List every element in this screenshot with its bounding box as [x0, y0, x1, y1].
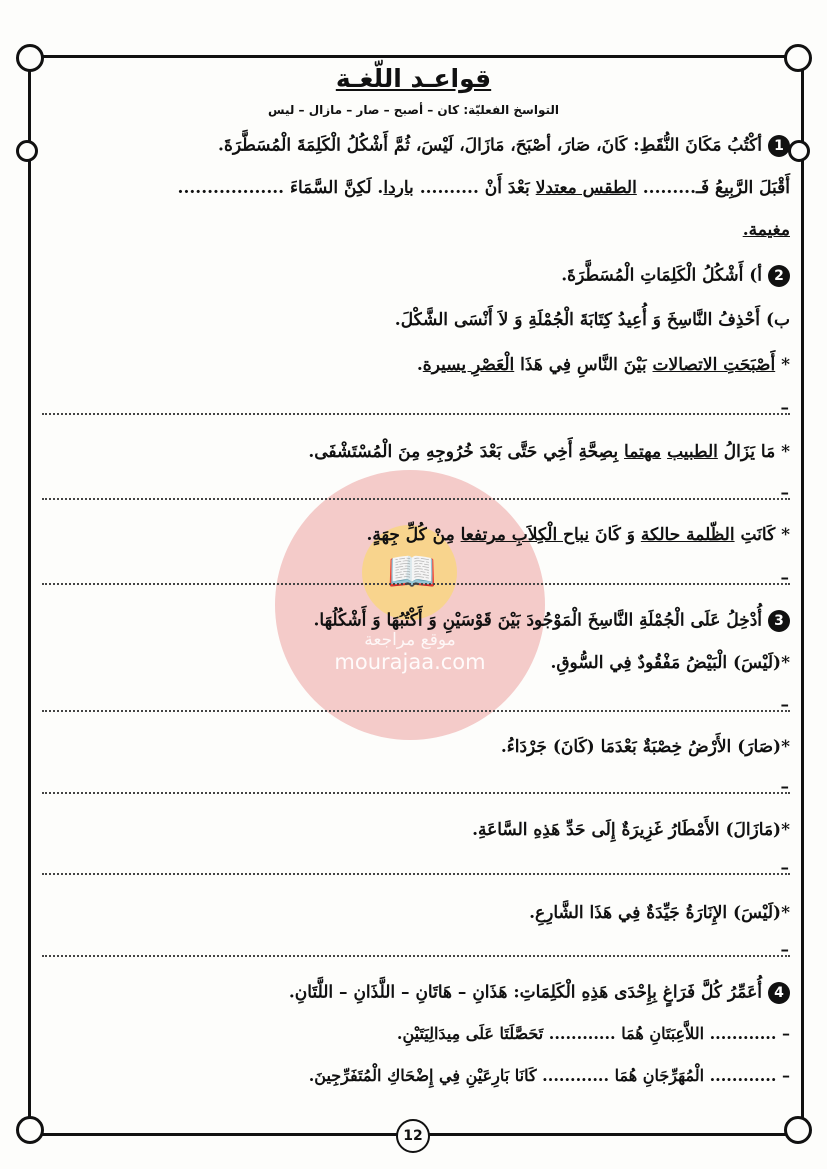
q2-s2-prefix: * مَا يَزَالُ — [717, 442, 790, 462]
q4-instruction: أُعَمِّرُ كُلَّ فَرَاغٍ بِإِحْدَى هَذِهِ الْكَلِمَاتِ: هَذَانِ – هَاتَانِ – اللَّذَانِ – اللَّتَانِ. — [288, 982, 762, 1003]
q2-sentence-3 — [40, 525, 790, 545]
q1-underlined-3: مغيمة. — [742, 220, 790, 240]
q3-s4: *(لَيْسَ) الإِنَارَةُ جَيِّدَةٌ فِي هَذَا الشَّارِعِ. — [529, 903, 790, 923]
q1-part3: . لَكِنَّ السَّمَاءَ .................. — [177, 178, 384, 198]
side-ornament-right — [788, 140, 810, 162]
answer-dash-q3-1: – — [780, 695, 789, 715]
q2-s2-end: بِصِحَّةِ أَخِي حَتَّى بَعْدَ خُرُوجِهِ مِنَ الْمُسْتَشْفَى. — [308, 442, 625, 462]
page-number: 12 — [396, 1119, 430, 1153]
q2-sentence-2 — [40, 442, 790, 462]
answer-line-q3-3[interactable] — [42, 873, 790, 875]
q1-underlined-2: باردا — [383, 178, 414, 198]
q3-sentence-2 — [40, 737, 790, 757]
q3-number-badge: 3 — [768, 610, 790, 632]
page-subtitle: التواسخ الفعليّة: كان – أصبح – صار – مازال – ليس — [267, 103, 559, 117]
side-ornament-left — [16, 140, 38, 162]
answer-dash-q2-3: – — [780, 568, 789, 588]
answer-dash-q3-3: – — [780, 858, 789, 878]
q2-part-b: ب) أَحْذِفُ النَّاسِخَ وَ أُعِيدُ كِتَابَةَ الْجُمْلَةِ وَ لاَ أَنْسَى الشَّكْلَ. — [394, 310, 790, 330]
q2-part-a: أ) أَشْكُلُ الْكَلِمَاتِ الْمُسَطَّرَةَ. — [561, 265, 762, 286]
q4-s2: – ............ الْمُهَرِّجَانِ هُمَا ............ كَانَا بَارِعَيْنِ فِي إِضْحَاكِ الْمُتَفَرِّجِينَ. — [308, 1066, 790, 1085]
q3-sentence-4 — [40, 903, 790, 923]
q1-part2: بَعْدَ أَنْ .......... — [419, 178, 530, 198]
q1-part1: أَقْبَلَ الرَّبِيعُ فَـ......... — [642, 178, 790, 198]
q1-underlined-1: الطقس معتدلا — [535, 178, 637, 198]
watermark-logo — [275, 470, 545, 740]
answer-dash-q3-2: – — [780, 777, 789, 797]
q1-sentence-line-2 — [40, 220, 790, 240]
q3-s2: *(صَارَ) الأَرْضُ خِصْبَةٌ بَعْدَمَا (كَانَ) جَرْدَاءُ. — [500, 737, 790, 757]
q2-s1-underlined-1: أَصْبَحَتِ الاتصالات — [652, 355, 776, 375]
q1-number-badge: 1 — [768, 135, 790, 157]
q2-s1-prefix: * — [775, 355, 790, 375]
answer-dash-q2-1: – — [780, 398, 789, 418]
q2-s1-underlined-2: الْعَصْرِ يسيرة — [422, 355, 515, 375]
q2-sentence-1 — [40, 355, 790, 375]
q2-s3-underlined-2: نباح الْكِلاَبِ مرتفعا — [460, 525, 590, 545]
q3-s3: *(مَازَالَ) الأَمْطَارُ غَزِيرَةٌ إِلَى حَدِّ هَذِهِ السَّاعَةِ. — [472, 820, 790, 840]
q3-sentence-3 — [40, 820, 790, 840]
q3-instruction: أُدْخِلُ عَلَى الْجُمْلَةِ النَّاسِخَ الْمَوْجُودَ بَيْنَ قَوْسَيْنِ وَ أَكْتُبُهَا وَ أَشْكُلُهَا. — [313, 610, 762, 631]
q2-s3-prefix: * كَانَتِ — [734, 525, 790, 545]
answer-line-q3-4[interactable] — [42, 955, 790, 957]
q2-number-badge: 2 — [768, 265, 790, 287]
q2-part-b-line — [40, 310, 790, 330]
corner-ornament-bottom-left — [16, 1116, 44, 1144]
q4-instruction-line — [40, 982, 790, 1004]
answer-line-q2-3[interactable] — [42, 583, 790, 585]
q4-sentence-2 — [40, 1066, 790, 1085]
answer-line-q2-2[interactable] — [42, 498, 790, 500]
watermark-site-text: mourajaa.com — [334, 650, 486, 674]
q4-s1: – ............ اللاَّعِبَتَانِ هُمَا ............ تَحَصَّلَتَا عَلَى مِيدَالِيَتَيْنِ. — [396, 1024, 790, 1043]
page-title: قواعـد اللّغـة — [335, 64, 492, 93]
q4-number-badge: 4 — [768, 982, 790, 1004]
q2-s2-underlined-1: الطبيب — [667, 442, 718, 462]
q2-s2-underlined-2: مهتما — [624, 442, 662, 462]
q2-s1-end: . — [416, 355, 423, 375]
q2-s1-mid: بَيْنَ النَّاسِ فِي هَذَا — [514, 355, 653, 375]
q3-instruction-line — [40, 610, 790, 632]
q1-instruction-line — [40, 135, 790, 157]
q4-sentence-1 — [40, 1024, 790, 1043]
q3-s1: *(لَيْسَ) الْبَيْضُ مَفْقُودٌ فِي السُّوقِ. — [550, 653, 790, 673]
q1-sentence-line — [40, 178, 790, 198]
book-icon: 📖 — [387, 549, 437, 595]
answer-dash-q3-4: – — [780, 940, 789, 960]
q2-part-a-line — [40, 265, 790, 287]
answer-line-q2-1[interactable] — [42, 413, 790, 415]
answer-dash-q2-2: – — [780, 483, 789, 503]
q2-s3-underlined-1: الظّلمة حالكة — [640, 525, 735, 545]
answer-line-q3-2[interactable] — [42, 792, 790, 794]
q1-instruction: أكْتُبُ مَكَانَ النُّقَطِ: كَانَ، صَارَ، أصْبَحَ، مَازَالَ، لَيْسَ، ثُمَّ أَشْكُلُ الْكَلِمَةَ الْمُسَطَّرَةَ. — [218, 135, 762, 156]
q3-sentence-1 — [40, 653, 790, 673]
q2-s3-mid: وَ كَانَ — [589, 525, 641, 545]
watermark-arabic-text: موقع مراجعة — [364, 630, 456, 650]
q2-s3-end: مِنْ كُلِّ جِهَةٍ. — [366, 525, 461, 545]
corner-ornament-bottom-right — [784, 1116, 812, 1144]
answer-line-q3-1[interactable] — [42, 710, 790, 712]
